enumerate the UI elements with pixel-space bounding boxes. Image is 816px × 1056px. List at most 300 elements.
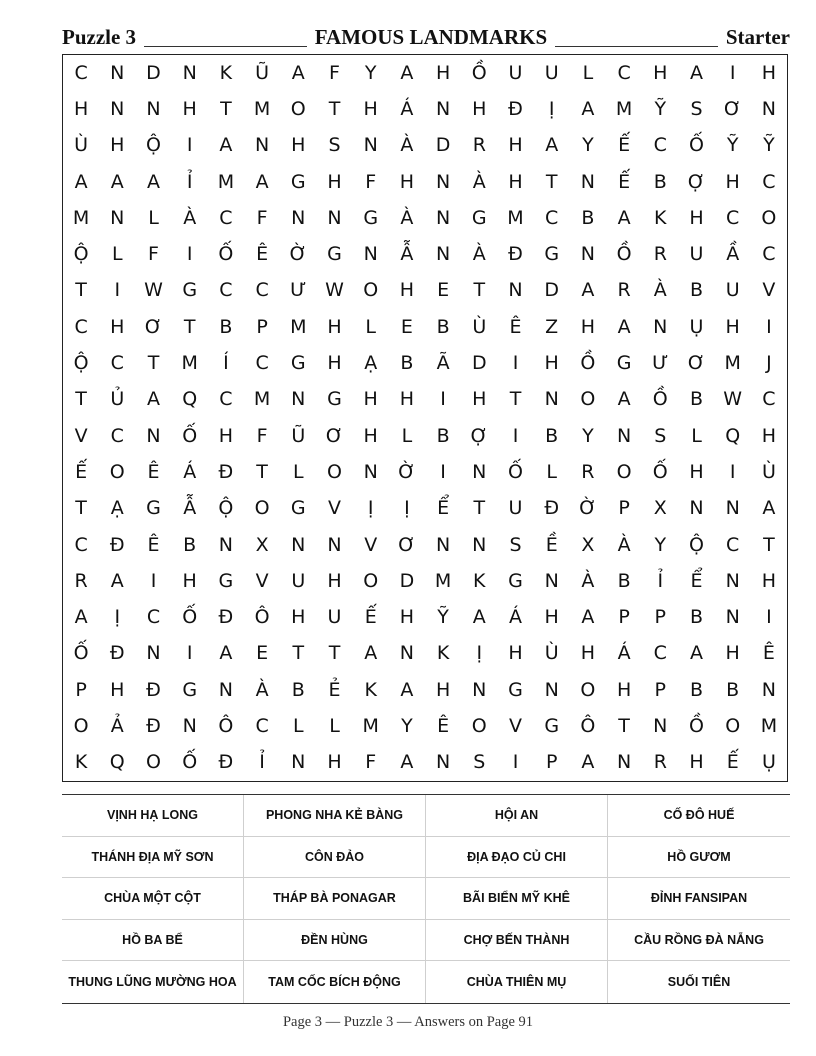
grid-cell: Ề	[545, 533, 558, 556]
grid-cell: C	[653, 642, 667, 665]
word-list-item: HỒ GƯƠM	[608, 837, 790, 879]
grid-cell: Ộ	[73, 243, 89, 266]
grid-cell: I	[186, 243, 193, 266]
grid-cell: A	[689, 642, 703, 665]
grid-cell: R	[617, 279, 631, 302]
word-list-item: CÔN ĐẢO	[244, 837, 426, 879]
grid-cell: I	[512, 352, 519, 375]
grid-cell: M	[507, 206, 524, 229]
grid-cell: M	[290, 315, 307, 338]
grid-cell: Ợ	[687, 170, 706, 193]
grid-cell: H	[291, 134, 306, 157]
grid-cell: C	[74, 61, 88, 84]
grid-cell: N	[653, 715, 668, 738]
grid-cell: Ê	[762, 642, 775, 665]
grid-cell: N	[291, 751, 306, 774]
grid-cell: Ơ	[398, 533, 416, 556]
grid-cell: H	[110, 678, 125, 701]
grid-cell: Ơ	[144, 315, 163, 338]
grid-cell: O	[725, 715, 741, 738]
grid-cell: N	[363, 134, 378, 157]
grid-cell: G	[471, 206, 487, 229]
grid-cell: B	[689, 678, 704, 701]
grid-cell: E	[400, 315, 413, 338]
word-list	[62, 794, 790, 1004]
grid-cell: R	[653, 751, 667, 774]
word-list-item: PHONG NHA KẺ BÀNG	[244, 795, 426, 837]
grid-cell: N	[218, 533, 233, 556]
grid-cell: L	[582, 61, 594, 84]
grid-cell: Á	[183, 460, 197, 483]
grid-cell: S	[328, 134, 341, 157]
grid-cell: T	[473, 279, 486, 302]
grid-cell: F	[329, 61, 340, 84]
grid-cell: O	[580, 678, 596, 701]
grid-cell: O	[146, 751, 161, 774]
grid-cell: N	[725, 606, 740, 629]
grid-cell: H	[363, 424, 378, 447]
grid-cell: W	[325, 279, 344, 302]
grid-cell: N	[327, 533, 342, 556]
grid-cell: Ố	[182, 424, 198, 447]
grid-cell: Ồ	[471, 61, 487, 84]
grid-cell: I	[512, 424, 519, 447]
grid-cell: H	[399, 279, 415, 302]
grid-cell: N	[399, 642, 414, 665]
grid-cell: À	[653, 279, 667, 302]
grid-cell: L	[691, 424, 702, 447]
grid-cell: S	[473, 751, 486, 774]
grid-cell: O	[363, 279, 379, 302]
grid-cell: B	[689, 388, 704, 411]
grid-cell: P	[618, 606, 630, 629]
grid-cell: Y	[582, 134, 594, 157]
grid-cell: C	[219, 388, 233, 411]
grid-cell: N	[508, 279, 523, 302]
grid-cell: A	[762, 497, 776, 520]
grid-cell: F	[365, 751, 377, 774]
grid-cell: U	[725, 279, 740, 302]
grid-cell: O	[290, 97, 306, 120]
grid-cell: U	[689, 243, 704, 266]
grid-cell: O	[761, 206, 777, 229]
grid-cell: M	[362, 715, 379, 738]
grid-cell: Ị	[476, 642, 483, 665]
grid-cell: I	[729, 460, 736, 483]
grid-cell: Y	[364, 61, 377, 84]
grid-cell: C	[762, 388, 776, 411]
grid-cell: V	[74, 424, 88, 447]
grid-cell: Ụ	[761, 751, 776, 774]
grid-cell: X	[255, 533, 269, 556]
grid-cell: À	[472, 243, 486, 266]
grid-cell: Ê	[509, 315, 522, 338]
grid-cell: F	[365, 170, 377, 193]
grid-cell: H	[761, 569, 777, 592]
grid-cell: N	[653, 315, 668, 338]
grid-cell: S	[690, 97, 703, 120]
grid-cell: H	[73, 97, 89, 120]
grid-cell: T	[256, 460, 268, 483]
grid-cell: Ố	[182, 751, 198, 774]
grid-cell: Ế	[618, 134, 631, 157]
grid-cell: Ỉ	[657, 569, 664, 592]
grid-cell: N	[616, 424, 632, 447]
grid-cell: L	[292, 460, 304, 483]
grid-cell: I	[114, 279, 121, 302]
grid-cell: O	[327, 460, 342, 483]
grid-cell: N	[291, 206, 306, 229]
grid-cell: M	[760, 715, 778, 738]
grid-cell: U	[544, 61, 559, 84]
grid-cell: T	[183, 315, 196, 338]
grid-cell: H	[580, 315, 596, 338]
grid-cell: H	[182, 569, 197, 592]
grid-cell: Ê	[256, 243, 269, 266]
grid-cell: C	[545, 206, 559, 229]
grid-cell: H	[363, 388, 378, 411]
grid-cell: G	[290, 352, 306, 375]
grid-cell: N	[291, 533, 306, 556]
grid-cell: Đ	[508, 97, 523, 120]
grid-cell: V	[327, 497, 341, 520]
grid-cell: T	[328, 642, 341, 665]
grid-cell: A	[146, 170, 160, 193]
grid-cell: N	[363, 460, 378, 483]
grid-cell: N	[689, 497, 704, 520]
grid-cell: À	[400, 134, 414, 157]
grid-cell: Ờ	[289, 243, 307, 266]
grid-cell: B	[689, 279, 704, 302]
grid-cell: G	[544, 243, 560, 266]
grid-cell: T	[75, 388, 87, 411]
grid-cell: N	[146, 642, 161, 665]
grid-cell: H	[580, 642, 596, 665]
grid-cell: H	[327, 170, 342, 193]
grid-cell: B	[653, 170, 667, 193]
grid-cell: C	[255, 352, 269, 375]
grid-cell: P	[256, 315, 268, 338]
grid-cell: K	[654, 206, 667, 229]
grid-cell: X	[581, 533, 595, 556]
grid-cell: N	[254, 134, 270, 157]
grid-cell: Ô	[254, 606, 270, 629]
grid-cell: Ủ	[110, 388, 125, 411]
word-list-item: TAM CỐC BÍCH ĐỘNG	[244, 961, 426, 1003]
grid-cell: Á	[617, 642, 631, 665]
grid-cell: Ồ	[652, 388, 668, 411]
grid-cell: F	[148, 243, 159, 266]
grid-cell: G	[544, 715, 560, 738]
grid-cell: O	[363, 569, 379, 592]
grid-cell: H	[399, 388, 415, 411]
grid-cell: I	[186, 642, 193, 665]
grid-cell: N	[363, 243, 378, 266]
grid-cell: O	[254, 497, 270, 520]
grid-cell: I	[150, 569, 157, 592]
grid-cell: H	[327, 352, 342, 375]
grid-cell: N	[435, 97, 451, 120]
grid-cell: H	[761, 61, 777, 84]
grid-cell: S	[654, 424, 667, 447]
grid-cell: H	[653, 61, 668, 84]
grid-cell: T	[545, 170, 558, 193]
grid-cell: N	[616, 751, 632, 774]
grid-cell: C	[255, 715, 269, 738]
word-list-item: HỘI AN	[426, 795, 608, 837]
grid-cell: H	[182, 97, 197, 120]
grid-cell: V	[255, 569, 269, 592]
grid-cell: Ẫ	[183, 497, 197, 520]
grid-cell: B	[436, 424, 450, 447]
grid-cell: N	[725, 569, 740, 592]
word-list-item: SUỐI TIÊN	[667, 975, 731, 990]
grid-cell: Ế	[75, 460, 88, 483]
grid-cell: Y	[654, 533, 667, 556]
grid-cell: A	[581, 279, 595, 302]
grid-cell: V	[762, 279, 776, 302]
word-list-item: THUNG LŨNG MƯỜNG HOA	[62, 961, 244, 1003]
grid-cell: H	[291, 606, 306, 629]
grid-cell: B	[183, 533, 197, 556]
grid-cell: Đ	[218, 751, 234, 774]
grid-cell: G	[508, 569, 523, 592]
grid-cell: H	[327, 751, 342, 774]
grid-cell: Đ	[109, 642, 125, 665]
grid-cell: A	[617, 206, 631, 229]
grid-cell: H	[472, 388, 487, 411]
grid-cell: Ỉ	[186, 170, 193, 193]
grid-cell: Ờ	[579, 497, 597, 520]
puzzle-header	[62, 22, 790, 50]
grid-cell: Ơ	[325, 424, 344, 447]
grid-cell: Ị	[404, 497, 410, 520]
grid-cell: N	[291, 388, 306, 411]
grid-cell: O	[109, 460, 125, 483]
grid-cell: À	[617, 533, 631, 556]
grid-cell: N	[146, 424, 161, 447]
grid-cell: Ụ	[689, 315, 704, 338]
grid-cell: G	[290, 170, 306, 193]
grid-cell: G	[146, 497, 161, 520]
grid-cell: H	[725, 315, 740, 338]
grid-cell: N	[761, 97, 776, 120]
grid-cell: G	[508, 678, 523, 701]
grid-cell: A	[472, 606, 486, 629]
grid-cell: L	[111, 243, 123, 266]
grid-cell: Ộ	[73, 352, 89, 375]
grid-cell: D	[471, 352, 487, 375]
grid-cell: Ê	[437, 715, 450, 738]
grid-cell: L	[148, 206, 159, 229]
grid-cell: N	[544, 678, 559, 701]
grid-cell: H	[435, 678, 451, 701]
grid-cell: Q	[109, 751, 125, 774]
grid-cell: B	[545, 424, 559, 447]
grid-cell: T	[292, 642, 305, 665]
grid-cell: G	[182, 678, 198, 701]
grid-cell: H	[689, 751, 704, 774]
grid-cell: H	[435, 61, 451, 84]
grid-cell: Ù	[472, 315, 487, 338]
grid-cell: H	[508, 642, 523, 665]
grid-cell: B	[581, 206, 595, 229]
grid-cell: I	[766, 606, 772, 629]
grid-cell: H	[544, 352, 559, 375]
letter-grid	[62, 54, 788, 782]
grid-cell: T	[75, 279, 87, 302]
grid-cell: T	[328, 97, 341, 120]
grid-cell: N	[435, 751, 451, 774]
grid-cell: H	[399, 170, 415, 193]
grid-cell: Ị	[367, 497, 374, 520]
grid-cell: H	[761, 424, 777, 447]
grid-cell: T	[618, 715, 630, 738]
grid-cell: C	[762, 243, 776, 266]
grid-cell: A	[74, 170, 88, 193]
grid-cell: L	[401, 424, 413, 447]
grid-cell: R	[653, 243, 667, 266]
grid-cell: Ô	[580, 715, 596, 738]
grid-cell: D	[146, 61, 161, 84]
grid-cell: À	[581, 569, 595, 592]
word-list-item: BÃI BIỂN MỸ KHÊ	[426, 878, 608, 920]
grid-cell: A	[110, 170, 124, 193]
grid-cell: Đ	[109, 533, 125, 556]
grid-cell: G	[290, 497, 306, 520]
grid-cell: Í	[223, 352, 229, 375]
grid-cell: Ư	[290, 279, 307, 302]
grid-cell: A	[219, 134, 233, 157]
grid-cell: L	[329, 715, 340, 738]
grid-cell: T	[473, 497, 486, 520]
grid-cell: A	[400, 678, 414, 701]
word-list-item: ĐỀN HÙNG	[244, 920, 426, 962]
word-list-item: CHÙA THIÊN MỤ	[426, 961, 608, 1003]
grid-cell: A	[400, 61, 414, 84]
grid-cell: Ị	[548, 97, 555, 120]
grid-cell: P	[545, 751, 558, 774]
grid-cell: A	[581, 97, 595, 120]
grid-cell: C	[219, 279, 233, 302]
grid-cell: C	[726, 206, 740, 229]
grid-cell: M	[724, 352, 741, 375]
grid-cell: A	[291, 61, 305, 84]
grid-cell: Đ	[146, 678, 161, 701]
grid-cell: Ố	[73, 642, 89, 665]
grid-cell: Ố	[218, 243, 234, 266]
grid-cell: N	[580, 243, 595, 266]
grid-cell: Ợ	[470, 424, 488, 447]
grid-cell: G	[218, 569, 234, 592]
grid-cell: Ơ	[687, 352, 706, 375]
grid-cell: H	[218, 424, 234, 447]
grid-cell: K	[436, 642, 450, 665]
grid-cell: Ù	[74, 134, 89, 157]
grid-cell: M	[615, 97, 633, 120]
grid-cell: Ũ	[291, 424, 306, 447]
word-list-item: ĐỈNH FANSIPAN	[608, 878, 790, 920]
grid-cell: Ê	[147, 460, 160, 483]
grid-cell: Ả	[110, 715, 124, 738]
grid-cell: M	[72, 206, 90, 229]
word-list-item: CHÙA MỘT CỘT	[62, 878, 244, 920]
grid-cell: D	[435, 134, 451, 157]
grid-cell: H	[616, 678, 632, 701]
grid-cell: C	[617, 61, 631, 84]
grid-cell: A	[400, 751, 414, 774]
grid-cell: Đ	[146, 715, 161, 738]
grid-cell: H	[544, 606, 559, 629]
grid-cell: Ũ	[255, 61, 270, 84]
grid-cell: N	[435, 170, 451, 193]
grid-cell: B	[291, 678, 305, 701]
grid-cell: J	[766, 352, 772, 375]
grid-cell: L	[546, 460, 557, 483]
grid-cell: Ẫ	[400, 243, 414, 266]
grid-cell: R	[581, 460, 595, 483]
grid-cell: V	[508, 715, 522, 738]
grid-cell: H	[399, 606, 415, 629]
grid-cell: H	[725, 170, 740, 193]
grid-cell: N	[580, 170, 595, 193]
grid-cell: M	[253, 388, 271, 411]
grid-cell: N	[472, 533, 487, 556]
grid-cell: I	[512, 751, 519, 774]
grid-cell: Ù	[544, 642, 559, 665]
grid-cell: T	[147, 352, 160, 375]
grid-cell: Á	[508, 606, 522, 629]
grid-cell: N	[544, 388, 559, 411]
grid-cell: A	[617, 388, 631, 411]
grid-cell: N	[435, 533, 451, 556]
grid-cell: Ể	[690, 569, 703, 592]
grid-cell: H	[689, 206, 704, 229]
grid-cell: M	[253, 97, 271, 120]
grid-cell: Ù	[761, 460, 776, 483]
grid-cell: N	[110, 97, 125, 120]
grid-cell: A	[364, 642, 378, 665]
grid-cell: N	[327, 206, 342, 229]
grid-cell: T	[220, 97, 232, 120]
grid-cell: W	[723, 388, 743, 411]
grid-cell: T	[509, 388, 522, 411]
grid-cell: F	[256, 206, 268, 229]
word-list-item: THÁNH ĐỊA MỸ SƠN	[62, 837, 244, 879]
grid-cell: Ộ	[689, 533, 704, 556]
grid-cell: Ế	[726, 751, 739, 774]
grid-cell: B	[219, 315, 233, 338]
grid-cell: Y	[582, 424, 594, 447]
grid-cell: L	[365, 315, 376, 338]
grid-cell: B	[617, 569, 631, 592]
grid-cell: T	[75, 497, 87, 520]
grid-cell: Ồ	[689, 715, 704, 738]
grid-cell: B	[436, 315, 450, 338]
grid-cell: C	[146, 606, 161, 629]
grid-cell: V	[364, 533, 378, 556]
grid-cell: M	[217, 170, 235, 193]
grid-cell: R	[74, 569, 88, 592]
grid-cell: H	[363, 97, 378, 120]
grid-cell: Ế	[618, 170, 631, 193]
grid-cell: Ố	[182, 606, 198, 629]
grid-cell: K	[364, 678, 377, 701]
grid-cell: A	[689, 61, 703, 84]
grid-cell: N	[110, 206, 125, 229]
grid-cell: Ờ	[398, 460, 416, 483]
grid-cell: Ể	[437, 497, 450, 520]
